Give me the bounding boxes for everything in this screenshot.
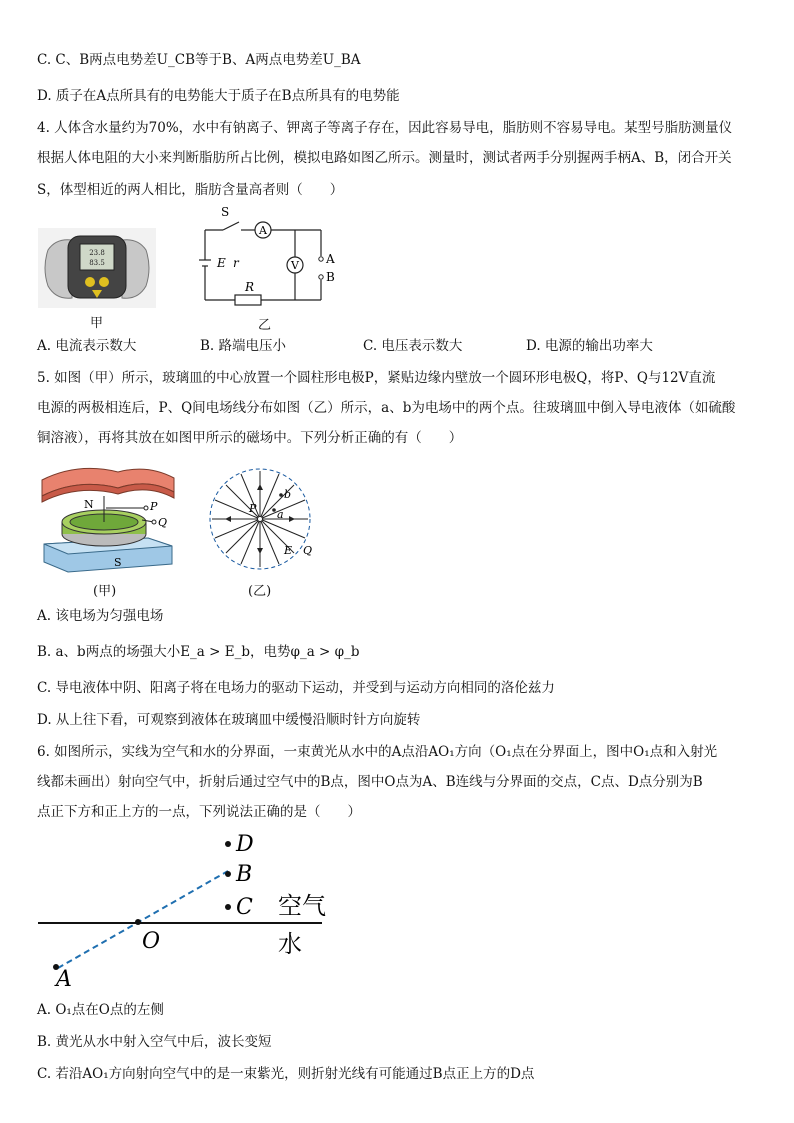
q5-stem-line2: 电源的两极相连后，P、Q间电场线分布如图（乙）所示，a、b为电场中的两个点。往玻璃皿中倒入导电液体（如硫酸	[37, 400, 736, 416]
field-q-label: Q	[303, 544, 313, 557]
point-d-label: D	[236, 832, 254, 857]
q4-circuit-diagram	[195, 202, 355, 312]
fat-meter-device-image	[38, 228, 156, 308]
voltmeter-label: V	[291, 259, 299, 272]
q4-stem-line2: 根据人体电阻的大小来判断脂肪所占比例，模拟电路如图乙所示。测量时，测试者两手分别握两手柄A、B，闭合开关	[37, 150, 732, 166]
point-b-label: b	[284, 488, 292, 501]
terminal-a-label: A	[326, 252, 335, 266]
q5-option-a: A. 该电场为匀强电场	[37, 608, 164, 624]
q5-option-d: D. 从上往下看，可观察到液体在玻璃皿中缓慢沿顺时针方向旋转	[37, 712, 421, 728]
south-pole-label: S	[114, 556, 122, 569]
q4-figure-yi-caption: 乙	[258, 318, 272, 333]
point-o-label: O	[142, 929, 161, 954]
electrode-q-label: Q	[158, 516, 168, 529]
q5-radial-field-figure	[205, 462, 325, 577]
resistor-label: R	[245, 280, 255, 294]
q6-option-c: C. 若沿AO₁方向射向空气中的是一束紫光，则折射光线有可能通过B点正上方的D点	[37, 1066, 535, 1082]
ammeter-label: A	[259, 224, 267, 237]
q4-stem-line1: 4. 人体含水量约为70%，水中有钠离子、钾离子等离子存在，因此容易导电，脂肪则不容易导电。某型号脂肪测量仪	[37, 120, 733, 136]
q4-figure-jia-caption: 甲	[90, 316, 104, 331]
field-p-label: P	[249, 502, 257, 515]
q3-option-d: D. 质子在A点所具有的电势能大于质子在B点所具有的电势能	[37, 88, 400, 104]
point-b-label: B	[236, 862, 253, 887]
point-a-label: a	[277, 508, 284, 521]
q6-stem-line2: 线都未画出）射向空气中，折射后通过空气中的B点，图中O点为A、B连线与分界面的交点，C点、D点分别为B	[37, 774, 703, 790]
electrode-p-label: P	[150, 500, 158, 513]
internal-resistance-label: r	[233, 256, 239, 270]
water-label: 水	[278, 930, 302, 958]
device-readout-2: 83.5	[89, 259, 105, 267]
q4-option-a: A. 电流表示数大	[37, 338, 137, 354]
q6-stem-line3: 点正下方和正上方的一点，下列说法正确的是（ ）	[37, 804, 361, 820]
terminal-b-label: B	[326, 270, 335, 284]
q4-option-b: B. 路端电压小	[200, 338, 287, 354]
point-c-label: C	[236, 895, 253, 920]
q4-option-c: C. 电压表示数大	[363, 338, 463, 354]
q3-option-c: C. C、B两点电势差U_CB等于B、A两点电势差U_BA	[37, 52, 361, 68]
q5-figure-yi-caption: (乙)	[248, 584, 272, 599]
q6-refraction-diagram	[30, 826, 350, 996]
q4-option-d: D. 电源的输出功率大	[526, 338, 653, 354]
emf-label: E	[217, 256, 226, 270]
q6-option-b: B. 黄光从水中射入空气中后，波长变短	[37, 1034, 272, 1050]
q4-stem-line3: S，体型相近的两人相比，脂肪含量高者则（ ）	[37, 182, 344, 198]
q5-stem-line3: 铜溶液），再将其放在如图甲所示的磁场中。下列分析正确的有（ ）	[37, 430, 463, 446]
q5-figure-jia-caption: (甲)	[93, 584, 117, 599]
air-label: 空气	[278, 892, 326, 920]
field-e-label: E	[284, 544, 293, 557]
q6-option-a: A. O₁点在O点的左侧	[37, 1002, 164, 1018]
q6-stem-line1: 6. 如图所示，实线为空气和水的分界面，一束黄光从水中的A点沿AO₁方向（O₁点在分界面上，图中O₁点和入射光	[37, 744, 718, 760]
q5-magnet-dish-figure	[38, 462, 178, 582]
q5-option-b: B. a、b两点的场强大小E_a > E_b，电势φ_a > φ_b	[37, 644, 360, 660]
switch-label: S	[221, 205, 230, 219]
device-readout-1: 23.8	[89, 249, 105, 257]
point-a-label: A	[56, 967, 72, 992]
q5-stem-line1: 5. 如图（甲）所示，玻璃皿的中心放置一个圆柱形电极P，紧贴边缘内壁放一个圆环形电极Q，将P、Q与12V直流	[37, 370, 716, 386]
north-pole-label: N	[84, 498, 94, 511]
q5-option-c: C. 导电液体中阴、阳离子将在电场力的驱动下运动，并受到与运动方向相同的洛伦兹力	[37, 680, 555, 696]
